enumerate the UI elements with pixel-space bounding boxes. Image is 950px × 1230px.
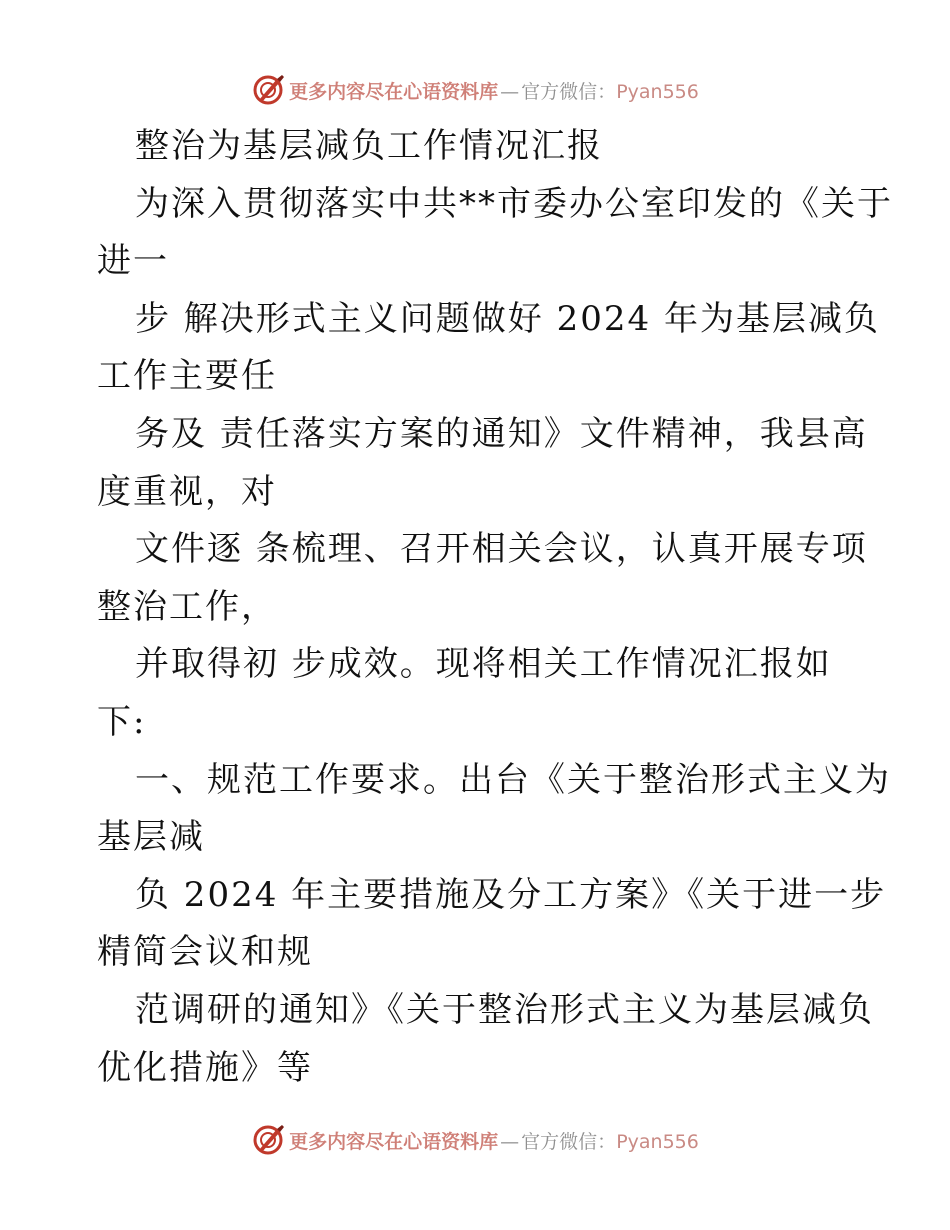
- document-line: 负 2024 年主要措施及分工方案》《关于进一步: [135, 874, 887, 915]
- watermark-wechat-id: Pyan556: [616, 80, 699, 103]
- watermark-text: [289, 77, 699, 104]
- watermark-site-name: 更多内容尽在心语资料库: [289, 80, 499, 103]
- document-body: [97, 118, 893, 1097]
- document-line: 步 解决形式主义问题做好 2024 年为基层减负: [135, 298, 880, 339]
- pen-logo-icon: [251, 73, 285, 107]
- watermark-site-name: 更多内容尽在心语资料库: [289, 1130, 499, 1153]
- pen-logo-icon: [251, 1123, 285, 1157]
- footer-watermark: [0, 1120, 950, 1160]
- watermark-wechat-id: Pyan556: [616, 1130, 699, 1153]
- document-line: 务及 责任落实方案的通知》文件精神，我县高: [135, 413, 868, 454]
- watermark-text: [289, 1127, 699, 1154]
- document-line: 工作主要任: [97, 356, 277, 397]
- document-line: 整治工作，: [97, 586, 277, 627]
- document-line: 范调研的通知》《关于整治形式主义为基层减负: [135, 989, 874, 1030]
- document-line: 并取得初 步成效。现将相关工作情况汇报如: [135, 644, 832, 685]
- watermark-wechat-label: 官方微信：: [521, 1130, 617, 1153]
- watermark-wechat-label: 官方微信：: [521, 80, 617, 103]
- watermark-dash: —: [500, 80, 520, 103]
- document-line: 基层减: [97, 817, 205, 858]
- document-title: 整治为基层减负工作情况汇报: [135, 126, 603, 166]
- document-line: 度重视，对: [97, 471, 277, 512]
- watermark-dash: —: [500, 1130, 520, 1153]
- document-line: 下:: [97, 701, 147, 742]
- document-line: 为深入贯彻落实中共**市委办公室印发的《关于: [135, 183, 893, 224]
- document-line: 一、规范工作要求。出台《关于整治形式主义为: [135, 759, 891, 800]
- document-line: 文件逐 条梳理、召开相关会议，认真开展专项: [135, 529, 868, 570]
- document-line: 精简会议和规: [97, 932, 313, 973]
- header-watermark: [0, 70, 950, 110]
- document-line: 优化措施》等: [97, 1047, 313, 1088]
- document-line: 进一: [97, 241, 169, 282]
